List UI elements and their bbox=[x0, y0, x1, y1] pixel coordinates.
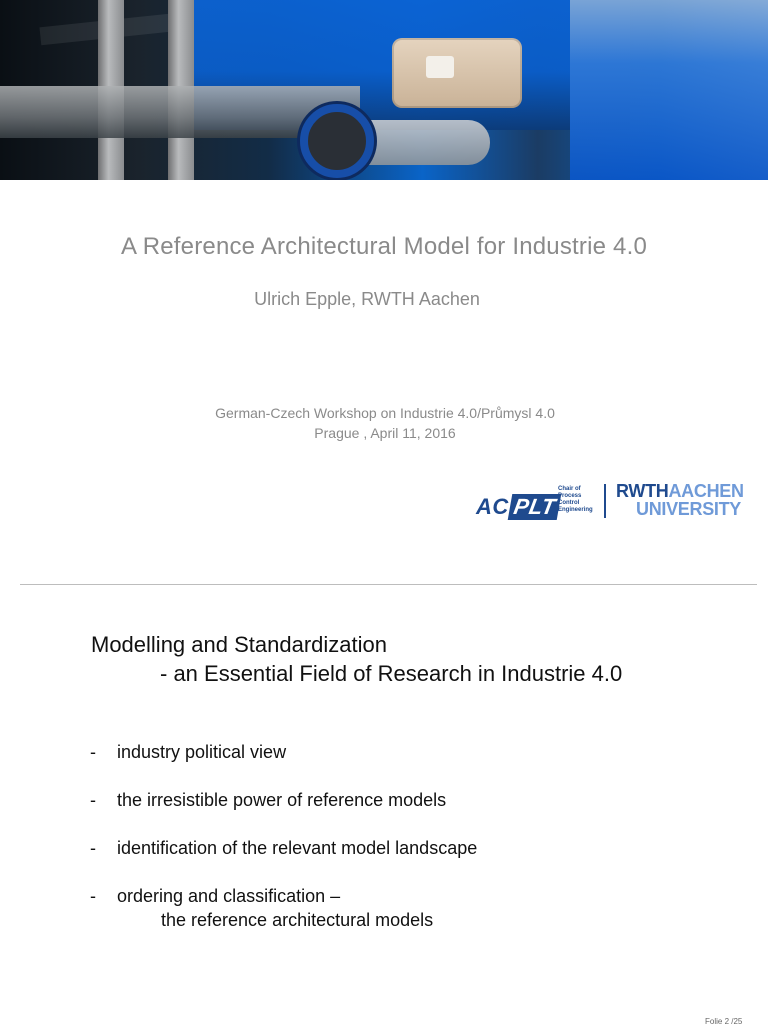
acplt-logo-right: PLT bbox=[507, 494, 561, 520]
bullet-dash: - bbox=[90, 742, 96, 762]
bullet-item bbox=[90, 838, 730, 886]
logo-divider bbox=[604, 484, 606, 518]
rwth-logo-part2: AACHEN bbox=[668, 481, 744, 501]
bullet-item bbox=[90, 790, 730, 838]
bullet-text: industry political view bbox=[117, 742, 287, 762]
bullet-item bbox=[90, 742, 730, 790]
bullet-subtext: the reference architectural models bbox=[161, 910, 434, 930]
blue-tank-right-shape bbox=[570, 0, 768, 180]
content-heading-line-1: Modelling and Standardization bbox=[91, 632, 387, 657]
acplt-logo-left: AC bbox=[476, 494, 509, 519]
content-slide bbox=[0, 585, 768, 1024]
rwth-logo-part1: RWTH bbox=[616, 481, 669, 501]
acplt-logo bbox=[476, 494, 559, 520]
slide-title: A Reference Architectural Model for Industrie 4.0 bbox=[120, 233, 648, 260]
event-info bbox=[0, 403, 768, 443]
event-line-1: German-Czech Workshop on Industrie 4.0/Průmysl 4.0 bbox=[215, 405, 555, 421]
bullet-list bbox=[90, 742, 730, 946]
institution-logos bbox=[470, 478, 760, 528]
bullet-text: identification of the relevant model landscape bbox=[117, 838, 478, 858]
event-line-2: Prague , April 11, 2016 bbox=[314, 425, 456, 441]
bullet-text: ordering and classification – bbox=[117, 886, 341, 906]
content-heading-line-2: - an Essential Field of Research in Industrie 4.0 bbox=[160, 661, 623, 686]
bullet-text: the irresistible power of reference models bbox=[117, 790, 447, 810]
bullet-dash: - bbox=[90, 886, 96, 906]
sensor-housing bbox=[392, 38, 522, 108]
bullet-dash: - bbox=[90, 790, 96, 810]
rwth-logo bbox=[616, 482, 756, 518]
industrial-equipment-photo bbox=[0, 0, 768, 180]
slide-author: Ulrich Epple, RWTH Aachen bbox=[254, 289, 480, 309]
rwth-logo-part3: UNIVERSITY bbox=[636, 499, 742, 519]
bullet-item bbox=[90, 886, 730, 946]
chair-logo-text: Chair of Process Control Engineering bbox=[558, 486, 593, 513]
slide-number: Folie 2 /25 bbox=[705, 1017, 743, 1024]
bullet-dash: - bbox=[90, 838, 96, 858]
blue-ring-flange bbox=[300, 104, 374, 178]
